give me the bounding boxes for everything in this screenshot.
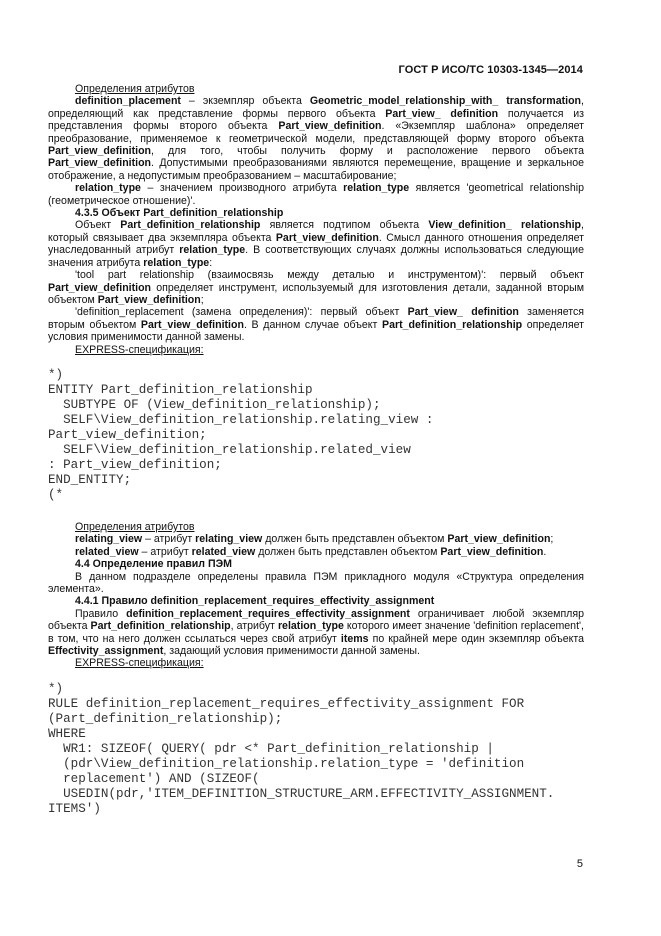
text-run: 'definition_replacement (замена определения)': первый объект bbox=[75, 306, 408, 319]
text-run: : bbox=[209, 256, 213, 269]
bold-term: Geometric_model_relationship_with_ transformation bbox=[309, 95, 582, 108]
bold-term: Part_view_definition bbox=[97, 293, 201, 306]
text-run: – значением производного атрибута bbox=[140, 182, 344, 195]
bold-term: Part_view_definition bbox=[140, 318, 244, 331]
text-run: . bbox=[543, 545, 547, 558]
bold-term: Part_view_definition bbox=[48, 145, 152, 158]
bold-term: items bbox=[340, 632, 369, 645]
section-4-4-heading: 4.4 Определение правил ПЭМ bbox=[75, 558, 232, 571]
text-run: – атрибут bbox=[138, 545, 192, 558]
page-number: 5 bbox=[576, 858, 583, 870]
bold-term: Part_view_definition bbox=[275, 231, 379, 244]
text-run: ограничивает любой экземпляр объекта bbox=[48, 607, 584, 633]
section-4-3-5-heading: 4.3.5 Объект Part_definition_relationship bbox=[75, 207, 284, 220]
definition-placement-paragraph bbox=[48, 95, 584, 182]
text-run: . «Экземпляр шаблона» определяет преобразование, применяемое к геометрической модели, представляющей форму второго объекта bbox=[48, 120, 584, 145]
entity-code-block: *) ENTITY Part_definition_relationship SUBTYPE OF (View_definition_relationship); SELF\View_definition_relationship.relating_view : Part_view_definition; SELF\View_definition_relationship.related_view : Part_view_definition; END_ENTITY; (* bbox=[48, 367, 434, 502]
bold-term: Effectivity_assignment bbox=[48, 645, 164, 657]
bold-term: Part_view_definition bbox=[48, 281, 152, 294]
text-run: 'tool part relationship (взаимосвязь между деталью и инструментом)': первый объект bbox=[75, 269, 584, 282]
bold-term: relating_view bbox=[75, 533, 143, 546]
bold-term: Part_definition_relationship bbox=[382, 318, 523, 331]
definition-replacement-item bbox=[48, 306, 584, 343]
bold-term: Part_view_definition bbox=[48, 157, 152, 170]
text-run: . Допустимыми преобразованиями являются перемещение, вращение и зеркальное отображение, а недопустимым преобразованием – масштабирование; bbox=[48, 157, 584, 182]
text-run: Объект bbox=[75, 219, 121, 232]
bold-term: View_definition_ relationship bbox=[428, 219, 582, 232]
text-run: – атрибут bbox=[142, 533, 196, 546]
text-run: которого имеет значение 'definition replacement', в том, что на него должен ссылаться через свой атрибут bbox=[48, 620, 584, 645]
section-4-3-5-intro bbox=[48, 219, 584, 269]
text-run: определяет инструмент, используемый для изготовления детали, заданной вторым объектом bbox=[48, 281, 584, 306]
bold-term: related_view bbox=[75, 545, 139, 558]
section-4-4-1-paragraph bbox=[48, 608, 584, 658]
related-view-paragraph bbox=[48, 546, 584, 558]
text-run: , атрибут bbox=[230, 620, 278, 633]
page-content bbox=[48, 83, 584, 817]
bold-term: related_view bbox=[191, 545, 256, 558]
text-run: – экземпляр объекта bbox=[180, 95, 310, 108]
express-label: EXPRESS-спецификация: bbox=[75, 343, 204, 356]
attribute-definitions-heading: Определения атрибутов bbox=[75, 83, 195, 95]
text-run: . В соответствующих случаях должны использоваться следующие значения атрибута bbox=[48, 244, 584, 269]
text-run: , определяющий как представление формы первого объекта bbox=[48, 95, 584, 120]
bold-term: Part_view_definition bbox=[278, 120, 382, 133]
text-run: В данном подразделе определены правила ПЭМ прикладного модуля «Структура определения элемента». bbox=[48, 570, 584, 595]
bold-term: relation_type bbox=[75, 182, 141, 195]
text-run: Правило bbox=[75, 607, 127, 620]
bold-term: Part_view_definition bbox=[447, 533, 551, 546]
text-run: ; bbox=[550, 533, 554, 546]
bold-term: relation_type bbox=[277, 620, 344, 633]
text-run: , для того, чтобы получить форму и расположение первого объекта bbox=[151, 145, 584, 158]
text-run: получается из представления формы второго объекта bbox=[48, 107, 584, 133]
text-run: должен быть представлен объектом bbox=[262, 533, 448, 546]
attribute-definitions-heading-2: Определения атрибутов bbox=[75, 520, 195, 533]
bold-term: Part_view_definition bbox=[440, 545, 544, 558]
relating-view-paragraph bbox=[48, 533, 584, 545]
text-run: является 'geometrical relationship (геометрическое отношение)'. bbox=[48, 182, 584, 207]
relation-type-paragraph bbox=[48, 182, 584, 207]
text-run: по крайней мере один экземпляр объекта bbox=[368, 632, 585, 645]
text-run: . Смысл данного отношения определяет унаследованный атрибут bbox=[48, 231, 584, 257]
bold-term: relation_type bbox=[343, 182, 410, 195]
text-run: определяет условия применимости данной замены. bbox=[48, 318, 584, 344]
text-run: , который связывает два экземпляра объекта bbox=[48, 219, 584, 244]
text-run: должен быть представлен объектом bbox=[255, 545, 441, 558]
bold-term: Part_definition_relationship bbox=[90, 620, 231, 633]
rule-code-block: *) RULE definition_replacement_requires_effectivity_assignment FOR (Part_definition_relationship); WHERE WR1: SIZEOF( QUERY( pdr <* Part_definition_relationship | (pdr\View_definition_relationship.relation_type = 'definition replacement') AND (SIZEOF( USEDIN(pdr,'ITEM_DEFINITION_STRUCTURE_ARM.EFFECTIVITY_ASSIGNMENT. ITEMS') bbox=[48, 681, 555, 816]
express-label-2: EXPRESS-спецификация: bbox=[75, 657, 204, 670]
text-run: , задающий условия применимости данной замены. bbox=[163, 645, 420, 657]
standard-designation: ГОСТ Р ИСО/ТС 10303-1345—2014 bbox=[398, 64, 583, 76]
text-run: . В данном случае объект bbox=[243, 318, 383, 331]
tool-part-relationship-item bbox=[48, 269, 584, 306]
text-run: ; bbox=[200, 293, 204, 306]
bold-term: relating_view bbox=[195, 533, 263, 546]
bold-term: Part_view_ definition bbox=[407, 306, 519, 319]
section-4-4-paragraph bbox=[48, 571, 584, 596]
section-4-4-1-heading: 4.4.1 Правило definition_replacement_requires_effectivity_assignment bbox=[75, 595, 435, 608]
bold-term: definition_replacement_requires_effectivity_assignment bbox=[126, 607, 410, 620]
text-run: заменяется вторым объектом bbox=[48, 306, 585, 331]
bold-term: definition_placement bbox=[75, 95, 181, 108]
bold-term: Part_definition_relationship bbox=[120, 219, 261, 232]
text-run: является подтипом объекта bbox=[260, 219, 429, 232]
bold-term: relation_type bbox=[143, 256, 210, 269]
bold-term: Part_view_ definition bbox=[385, 107, 499, 120]
bold-term: relation_type bbox=[179, 244, 246, 257]
